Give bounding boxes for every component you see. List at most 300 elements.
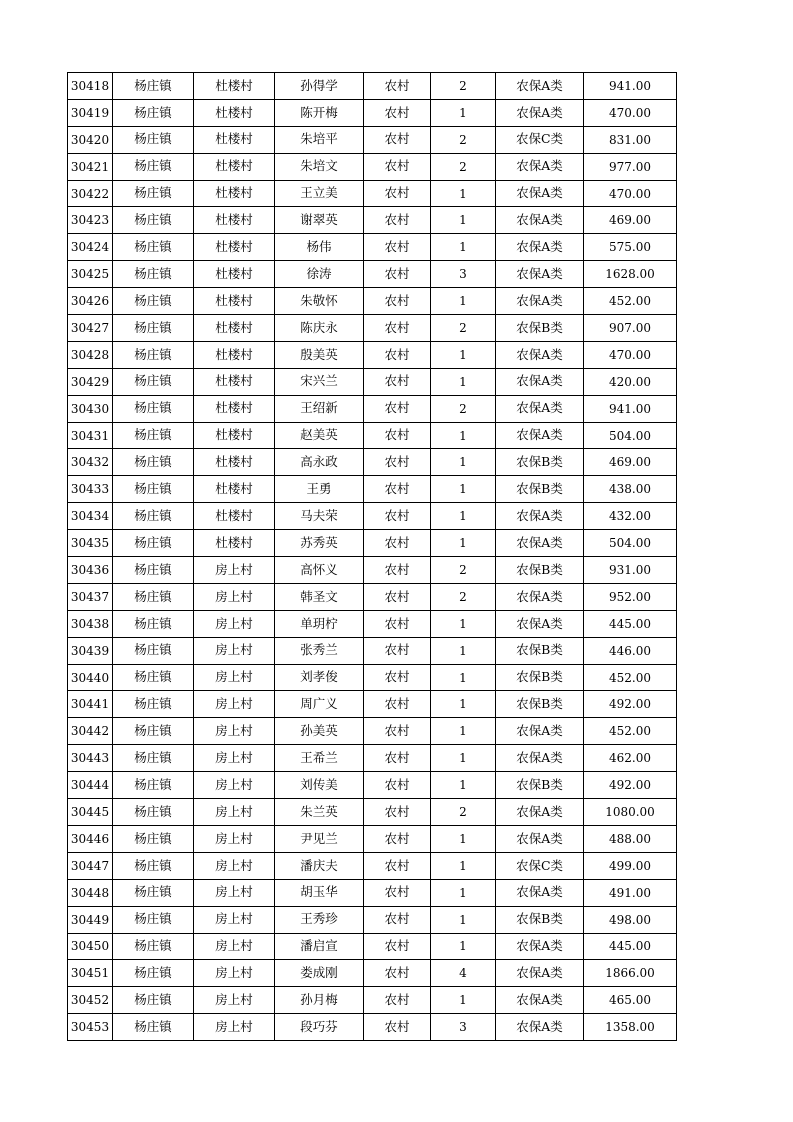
record-id-cell: 30432 [68,449,113,476]
area-type-cell: 农村 [364,825,431,852]
town-cell: 杨庄镇 [113,530,194,557]
record-id-cell: 30439 [68,637,113,664]
town-cell: 杨庄镇 [113,718,194,745]
table-row [68,745,677,772]
record-id-cell: 30420 [68,126,113,153]
town-cell: 杨庄镇 [113,207,194,234]
person-name-cell: 刘传美 [275,772,364,799]
area-type-cell: 农村 [364,153,431,180]
record-id-cell: 30445 [68,799,113,826]
village-cell: 杜楼村 [194,530,275,557]
area-type-cell: 农村 [364,691,431,718]
area-type-cell: 农村 [364,207,431,234]
area-type-cell: 农村 [364,906,431,933]
area-type-cell: 农村 [364,718,431,745]
village-cell: 杜楼村 [194,288,275,315]
amount-cell: 1866.00 [584,960,677,987]
insurance-category-cell: 农保A类 [496,960,584,987]
area-type-cell: 农村 [364,180,431,207]
household-size-cell: 1 [431,718,496,745]
insurance-category-cell: 农保A类 [496,207,584,234]
table-row [68,718,677,745]
table-row [68,610,677,637]
person-name-cell: 高永政 [275,449,364,476]
amount-cell: 977.00 [584,153,677,180]
person-name-cell: 孙月梅 [275,987,364,1014]
insurance-category-cell: 农保B类 [496,637,584,664]
record-id-cell: 30442 [68,718,113,745]
amount-cell: 499.00 [584,852,677,879]
amount-cell: 941.00 [584,395,677,422]
person-name-cell: 朱培平 [275,126,364,153]
person-name-cell: 赵美英 [275,422,364,449]
village-cell: 房上村 [194,987,275,1014]
person-name-cell: 王秀珍 [275,906,364,933]
household-size-cell: 4 [431,960,496,987]
household-size-cell: 3 [431,261,496,288]
person-name-cell: 张秀兰 [275,637,364,664]
household-size-cell: 1 [431,207,496,234]
village-cell: 房上村 [194,745,275,772]
amount-cell: 446.00 [584,637,677,664]
amount-cell: 941.00 [584,73,677,100]
amount-cell: 470.00 [584,99,677,126]
records-table [67,72,677,1041]
household-size-cell: 1 [431,852,496,879]
insurance-category-cell: 农保A类 [496,799,584,826]
record-id-cell: 30447 [68,852,113,879]
area-type-cell: 农村 [364,772,431,799]
village-cell: 杜楼村 [194,234,275,261]
amount-cell: 465.00 [584,987,677,1014]
person-name-cell: 朱兰英 [275,799,364,826]
amount-cell: 504.00 [584,422,677,449]
town-cell: 杨庄镇 [113,852,194,879]
household-size-cell: 1 [431,99,496,126]
area-type-cell: 农村 [364,987,431,1014]
village-cell: 房上村 [194,852,275,879]
insurance-category-cell: 农保A类 [496,825,584,852]
table-row [68,557,677,584]
household-size-cell: 1 [431,879,496,906]
area-type-cell: 农村 [364,422,431,449]
table-row [68,261,677,288]
village-cell: 房上村 [194,772,275,799]
insurance-category-cell: 农保A类 [496,610,584,637]
table-row [68,637,677,664]
table-row [68,207,677,234]
table-row [68,368,677,395]
amount-cell: 438.00 [584,476,677,503]
town-cell: 杨庄镇 [113,825,194,852]
record-id-cell: 30433 [68,476,113,503]
person-name-cell: 胡玉华 [275,879,364,906]
amount-cell: 432.00 [584,503,677,530]
village-cell: 杜楼村 [194,476,275,503]
town-cell: 杨庄镇 [113,557,194,584]
town-cell: 杨庄镇 [113,315,194,342]
person-name-cell: 谢翠英 [275,207,364,234]
table-row [68,503,677,530]
household-size-cell: 1 [431,503,496,530]
household-size-cell: 2 [431,73,496,100]
insurance-category-cell: 农保A类 [496,180,584,207]
town-cell: 杨庄镇 [113,583,194,610]
person-name-cell: 潘庆夫 [275,852,364,879]
person-name-cell: 朱培文 [275,153,364,180]
amount-cell: 491.00 [584,879,677,906]
household-size-cell: 1 [431,825,496,852]
household-size-cell: 1 [431,906,496,933]
person-name-cell: 高怀义 [275,557,364,584]
record-id-cell: 30437 [68,583,113,610]
amount-cell: 1358.00 [584,1014,677,1041]
village-cell: 房上村 [194,825,275,852]
person-name-cell: 马夫荣 [275,503,364,530]
town-cell: 杨庄镇 [113,987,194,1014]
record-id-cell: 30426 [68,288,113,315]
village-cell: 杜楼村 [194,180,275,207]
insurance-category-cell: 农保B类 [496,449,584,476]
town-cell: 杨庄镇 [113,745,194,772]
area-type-cell: 农村 [364,637,431,664]
village-cell: 杜楼村 [194,261,275,288]
table-row [68,73,677,100]
household-size-cell: 1 [431,691,496,718]
village-cell: 房上村 [194,933,275,960]
insurance-category-cell: 农保A类 [496,530,584,557]
person-name-cell: 周广义 [275,691,364,718]
record-id-cell: 30446 [68,825,113,852]
person-name-cell: 陈开梅 [275,99,364,126]
insurance-category-cell: 农保A类 [496,503,584,530]
insurance-category-cell: 农保A类 [496,261,584,288]
town-cell: 杨庄镇 [113,476,194,503]
area-type-cell: 农村 [364,799,431,826]
person-name-cell: 王希兰 [275,745,364,772]
town-cell: 杨庄镇 [113,1014,194,1041]
area-type-cell: 农村 [364,557,431,584]
town-cell: 杨庄镇 [113,691,194,718]
insurance-category-cell: 农保A类 [496,99,584,126]
table-row [68,906,677,933]
town-cell: 杨庄镇 [113,261,194,288]
record-id-cell: 30434 [68,503,113,530]
record-id-cell: 30452 [68,987,113,1014]
town-cell: 杨庄镇 [113,664,194,691]
insurance-category-cell: 农保B类 [496,315,584,342]
record-id-cell: 30419 [68,99,113,126]
town-cell: 杨庄镇 [113,341,194,368]
household-size-cell: 2 [431,583,496,610]
area-type-cell: 农村 [364,879,431,906]
records-table-body [68,73,677,1041]
person-name-cell: 陈庆永 [275,315,364,342]
record-id-cell: 30450 [68,933,113,960]
town-cell: 杨庄镇 [113,933,194,960]
insurance-category-cell: 农保B类 [496,691,584,718]
area-type-cell: 农村 [364,395,431,422]
area-type-cell: 农村 [364,476,431,503]
table-row [68,234,677,261]
person-name-cell: 宋兴兰 [275,368,364,395]
table-row [68,395,677,422]
record-id-cell: 30448 [68,879,113,906]
household-size-cell: 1 [431,745,496,772]
person-name-cell: 王勇 [275,476,364,503]
person-name-cell: 殷美英 [275,341,364,368]
household-size-cell: 1 [431,476,496,503]
table-row [68,530,677,557]
amount-cell: 1628.00 [584,261,677,288]
amount-cell: 452.00 [584,288,677,315]
insurance-category-cell: 农保C类 [496,852,584,879]
village-cell: 房上村 [194,610,275,637]
insurance-category-cell: 农保A类 [496,879,584,906]
household-size-cell: 1 [431,449,496,476]
area-type-cell: 农村 [364,288,431,315]
town-cell: 杨庄镇 [113,368,194,395]
town-cell: 杨庄镇 [113,960,194,987]
village-cell: 杜楼村 [194,315,275,342]
amount-cell: 492.00 [584,691,677,718]
insurance-category-cell: 农保A类 [496,745,584,772]
amount-cell: 445.00 [584,933,677,960]
town-cell: 杨庄镇 [113,73,194,100]
amount-cell: 1080.00 [584,799,677,826]
record-id-cell: 30449 [68,906,113,933]
record-id-cell: 30441 [68,691,113,718]
village-cell: 杜楼村 [194,449,275,476]
table-row [68,126,677,153]
table-row [68,664,677,691]
table-row [68,691,677,718]
table-row [68,476,677,503]
village-cell: 杜楼村 [194,126,275,153]
person-name-cell: 孙得学 [275,73,364,100]
household-size-cell: 1 [431,664,496,691]
town-cell: 杨庄镇 [113,449,194,476]
town-cell: 杨庄镇 [113,799,194,826]
insurance-category-cell: 农保B类 [496,557,584,584]
insurance-category-cell: 农保B类 [496,664,584,691]
area-type-cell: 农村 [364,503,431,530]
table-row [68,180,677,207]
person-name-cell: 娄成刚 [275,960,364,987]
area-type-cell: 农村 [364,449,431,476]
record-id-cell: 30431 [68,422,113,449]
record-id-cell: 30421 [68,153,113,180]
area-type-cell: 农村 [364,745,431,772]
area-type-cell: 农村 [364,126,431,153]
amount-cell: 498.00 [584,906,677,933]
record-id-cell: 30453 [68,1014,113,1041]
record-id-cell: 30438 [68,610,113,637]
household-size-cell: 1 [431,368,496,395]
household-size-cell: 1 [431,234,496,261]
household-size-cell: 1 [431,530,496,557]
record-id-cell: 30418 [68,73,113,100]
table-row [68,933,677,960]
village-cell: 杜楼村 [194,341,275,368]
area-type-cell: 农村 [364,99,431,126]
record-id-cell: 30429 [68,368,113,395]
person-name-cell: 潘启宣 [275,933,364,960]
town-cell: 杨庄镇 [113,234,194,261]
record-id-cell: 30422 [68,180,113,207]
amount-cell: 470.00 [584,180,677,207]
record-id-cell: 30424 [68,234,113,261]
insurance-category-cell: 农保B类 [496,476,584,503]
area-type-cell: 农村 [364,261,431,288]
insurance-category-cell: 农保C类 [496,126,584,153]
household-size-cell: 1 [431,933,496,960]
table-row [68,341,677,368]
table-row [68,825,677,852]
table-row [68,879,677,906]
village-cell: 房上村 [194,1014,275,1041]
area-type-cell: 农村 [364,1014,431,1041]
household-size-cell: 1 [431,987,496,1014]
amount-cell: 907.00 [584,315,677,342]
village-cell: 房上村 [194,960,275,987]
household-size-cell: 1 [431,637,496,664]
insurance-category-cell: 农保A类 [496,73,584,100]
record-id-cell: 30443 [68,745,113,772]
town-cell: 杨庄镇 [113,906,194,933]
town-cell: 杨庄镇 [113,126,194,153]
amount-cell: 575.00 [584,234,677,261]
household-size-cell: 1 [431,180,496,207]
record-id-cell: 30428 [68,341,113,368]
village-cell: 杜楼村 [194,368,275,395]
household-size-cell: 2 [431,799,496,826]
insurance-category-cell: 农保A类 [496,153,584,180]
amount-cell: 470.00 [584,341,677,368]
person-name-cell: 孙美英 [275,718,364,745]
insurance-category-cell: 农保A类 [496,422,584,449]
record-id-cell: 30425 [68,261,113,288]
person-name-cell: 苏秀英 [275,530,364,557]
amount-cell: 445.00 [584,610,677,637]
household-size-cell: 3 [431,1014,496,1041]
amount-cell: 831.00 [584,126,677,153]
person-name-cell: 段巧芬 [275,1014,364,1041]
amount-cell: 469.00 [584,207,677,234]
amount-cell: 492.00 [584,772,677,799]
amount-cell: 462.00 [584,745,677,772]
household-size-cell: 2 [431,315,496,342]
table-row [68,422,677,449]
record-id-cell: 30423 [68,207,113,234]
village-cell: 杜楼村 [194,153,275,180]
amount-cell: 469.00 [584,449,677,476]
record-id-cell: 30427 [68,315,113,342]
village-cell: 杜楼村 [194,207,275,234]
record-id-cell: 30435 [68,530,113,557]
household-size-cell: 1 [431,610,496,637]
table-row [68,1014,677,1041]
insurance-category-cell: 农保A类 [496,288,584,315]
area-type-cell: 农村 [364,315,431,342]
area-type-cell: 农村 [364,368,431,395]
insurance-category-cell: 农保A类 [496,341,584,368]
insurance-category-cell: 农保A类 [496,368,584,395]
amount-cell: 488.00 [584,825,677,852]
record-id-cell: 30444 [68,772,113,799]
village-cell: 房上村 [194,664,275,691]
area-type-cell: 农村 [364,852,431,879]
household-size-cell: 2 [431,126,496,153]
household-size-cell: 2 [431,395,496,422]
insurance-category-cell: 农保A类 [496,987,584,1014]
area-type-cell: 农村 [364,73,431,100]
household-size-cell: 2 [431,153,496,180]
village-cell: 房上村 [194,906,275,933]
insurance-category-cell: 农保A类 [496,234,584,261]
amount-cell: 931.00 [584,557,677,584]
village-cell: 房上村 [194,879,275,906]
amount-cell: 420.00 [584,368,677,395]
record-id-cell: 30436 [68,557,113,584]
table-row [68,799,677,826]
insurance-category-cell: 农保A类 [496,583,584,610]
town-cell: 杨庄镇 [113,879,194,906]
village-cell: 房上村 [194,799,275,826]
village-cell: 房上村 [194,691,275,718]
table-row [68,960,677,987]
village-cell: 杜楼村 [194,99,275,126]
insurance-category-cell: 农保B类 [496,772,584,799]
table-row [68,153,677,180]
village-cell: 杜楼村 [194,503,275,530]
table-row [68,315,677,342]
town-cell: 杨庄镇 [113,637,194,664]
amount-cell: 452.00 [584,664,677,691]
person-name-cell: 朱敬怀 [275,288,364,315]
village-cell: 杜楼村 [194,422,275,449]
insurance-category-cell: 农保A类 [496,933,584,960]
record-id-cell: 30440 [68,664,113,691]
insurance-category-cell: 农保A类 [496,1014,584,1041]
insurance-category-cell: 农保A类 [496,395,584,422]
record-id-cell: 30430 [68,395,113,422]
village-cell: 房上村 [194,718,275,745]
table-row [68,772,677,799]
person-name-cell: 刘孝俊 [275,664,364,691]
table-row [68,987,677,1014]
town-cell: 杨庄镇 [113,99,194,126]
town-cell: 杨庄镇 [113,288,194,315]
record-id-cell: 30451 [68,960,113,987]
village-cell: 房上村 [194,557,275,584]
area-type-cell: 农村 [364,610,431,637]
town-cell: 杨庄镇 [113,422,194,449]
area-type-cell: 农村 [364,933,431,960]
person-name-cell: 王立美 [275,180,364,207]
town-cell: 杨庄镇 [113,153,194,180]
household-size-cell: 1 [431,422,496,449]
household-size-cell: 1 [431,772,496,799]
person-name-cell: 杨伟 [275,234,364,261]
table-row [68,852,677,879]
area-type-cell: 农村 [364,583,431,610]
household-size-cell: 1 [431,288,496,315]
area-type-cell: 农村 [364,341,431,368]
household-size-cell: 1 [431,341,496,368]
town-cell: 杨庄镇 [113,503,194,530]
village-cell: 房上村 [194,637,275,664]
